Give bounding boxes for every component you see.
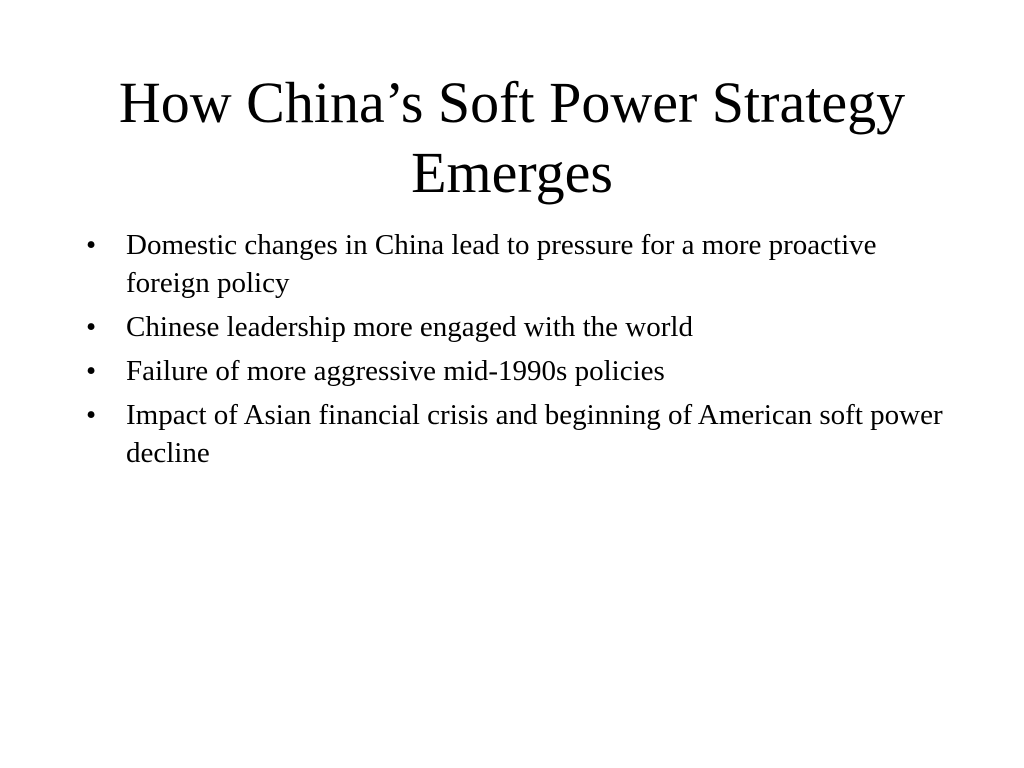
- bullet-item: [86, 352, 966, 390]
- bullet-text: Impact of Asian financial crisis and beginning of American soft power decline: [126, 399, 943, 469]
- bullet-marker: •: [86, 229, 97, 261]
- bullet-text: Chinese leadership more engaged with the world: [126, 311, 693, 343]
- bullet-item: [86, 396, 966, 472]
- bullet-marker: •: [86, 311, 97, 343]
- bullet-marker: •: [86, 355, 97, 387]
- bullet-marker: •: [86, 399, 97, 431]
- slide-title: How China’s Soft Power Strategy Emerges: [118, 70, 906, 205]
- bullet-text: Domestic changes in China lead to pressure for a more proactive foreign policy: [126, 229, 877, 299]
- bullet-item: [86, 308, 966, 346]
- bullet-text: Failure of more aggressive mid-1990s policies: [126, 355, 665, 387]
- bullet-list: [86, 226, 966, 478]
- bullet-item: [86, 226, 966, 302]
